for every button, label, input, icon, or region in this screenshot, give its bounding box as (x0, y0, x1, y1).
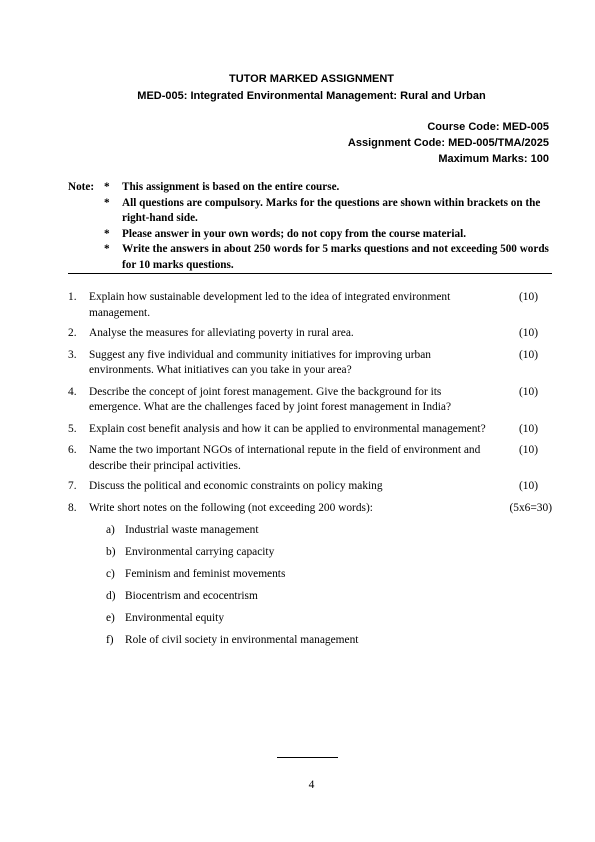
question-number: 6. (68, 444, 77, 456)
subitem (68, 633, 552, 649)
note-text: Write the answers in about 250 words for 5 marks questions and not exceeding 500 words for 10 marks questions. (122, 243, 549, 271)
course-code: Course Code: MED-005 (427, 121, 549, 133)
question-marks: (10) (519, 480, 538, 492)
question-text: Name the two important NGOs of international repute in the field of environment and describe their principal activities. (89, 444, 481, 472)
question-text: Explain how sustainable development led to the idea of integrated environment management. (89, 291, 451, 319)
question-number: 5. (68, 422, 77, 435)
notes-section (68, 180, 552, 273)
assignment-code: Assignment Code: MED-005/TMA/2025 (347, 137, 549, 149)
bullet-star: * (104, 196, 110, 209)
subitem (68, 523, 552, 539)
question-number: 3. (68, 348, 77, 361)
question-marks: (10) (519, 348, 538, 361)
footer-divider (277, 757, 338, 758)
question-number: 7. (68, 480, 77, 492)
question-marks: (10) (519, 444, 538, 456)
subitem (68, 567, 552, 583)
subitem-letter: a) (106, 524, 115, 536)
subitem (68, 611, 552, 627)
note-text: All questions are compulsory. Marks for the questions are shown within brackets on the right-hand side. (122, 196, 541, 224)
question-item (68, 501, 552, 517)
note-item (68, 180, 552, 196)
subitem-text: Role of civil society in environmental management (125, 634, 359, 646)
question-number: 1. (68, 291, 77, 303)
note-text: Please answer in your own words; do not copy from the course material. (122, 227, 466, 240)
question-marks: (10) (519, 422, 538, 435)
question-item (68, 385, 552, 416)
maximum-marks: Maximum Marks: 100 (438, 153, 549, 165)
question-item (68, 348, 552, 379)
subitem-text: Environmental equity (125, 612, 225, 624)
horizontal-rule (68, 273, 552, 274)
subitem (68, 589, 552, 605)
subitem-letter: c) (106, 568, 115, 580)
subitem-letter: e) (106, 612, 115, 624)
note-label: Note: (68, 181, 95, 193)
question-number: 2. (68, 327, 77, 339)
bullet-star: * (104, 181, 110, 193)
subitem-text: Biocentrism and ecocentrism (125, 590, 258, 602)
subitem-letter: f) (106, 634, 114, 646)
question-text: Describe the concept of joint forest management. Give the background for its emergence. What are the challenges faced by joint forest management in India? (89, 385, 452, 413)
question-list (68, 290, 552, 649)
question-text: Analyse the measures for alleviating poverty in rural area. (89, 327, 354, 339)
bullet-star: * (104, 227, 110, 240)
document-title: TUTOR MARKED ASSIGNMENT (229, 73, 394, 85)
note-item (68, 242, 552, 273)
question-number: 8. (68, 501, 77, 514)
subitem-letter: b) (106, 546, 116, 558)
question-item (68, 479, 552, 495)
note-item (68, 196, 552, 227)
document-subtitle: MED-005: Integrated Environmental Management: Rural and Urban (137, 90, 486, 102)
question-text: Write short notes on the following (not exceeding 200 words): (89, 501, 373, 514)
subitem-text: Feminism and feminist movements (125, 568, 286, 580)
subitem-text: Environmental carrying capacity (125, 546, 275, 558)
subitem-text: Industrial waste management (125, 524, 259, 536)
subitem-letter: d) (106, 590, 116, 602)
page-number: 4 (308, 779, 315, 791)
question-item (68, 443, 552, 474)
note-item (68, 227, 552, 243)
question-item (68, 290, 552, 321)
question-item (68, 422, 552, 438)
question-marks: (5x6=30) (509, 501, 552, 514)
question-marks: (10) (519, 291, 538, 303)
question-marks: (10) (519, 385, 538, 398)
question-text: Explain cost benefit analysis and how it can be applied to environmental management? (89, 422, 486, 435)
question-number: 4. (68, 385, 77, 398)
bullet-star: * (104, 243, 110, 255)
subitem (68, 545, 552, 561)
question-item (68, 326, 552, 342)
question-marks: (10) (519, 327, 538, 339)
question-text: Suggest any five individual and community initiatives for improving urban environments. What initiatives can you take in your area? (89, 348, 431, 376)
note-text: This assignment is based on the entire course. (122, 181, 340, 193)
question-text: Discuss the political and economic constraints on policy making (89, 480, 383, 492)
